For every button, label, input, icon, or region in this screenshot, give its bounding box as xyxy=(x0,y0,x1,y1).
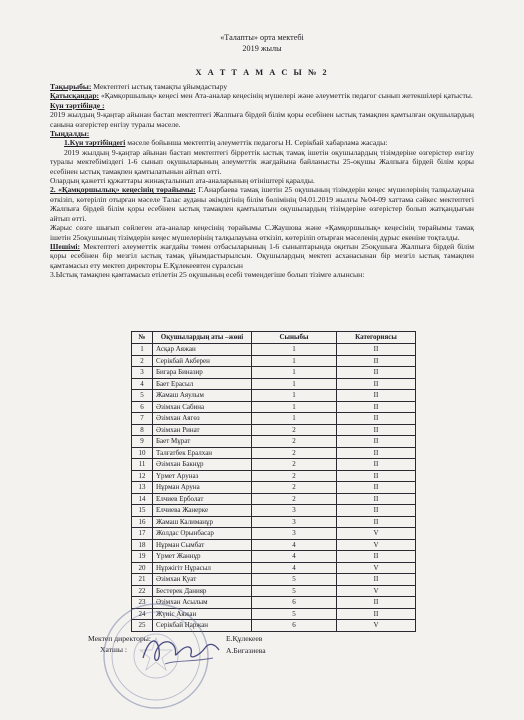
student-grade: 3 xyxy=(252,528,337,540)
student-grade: 3 xyxy=(252,516,337,528)
table-row xyxy=(132,344,416,356)
student-grade: 1 xyxy=(252,355,337,367)
student-category: II xyxy=(337,413,416,425)
handwritten-signature xyxy=(135,628,227,672)
student-table xyxy=(131,331,416,632)
student-grade: 4 xyxy=(252,539,337,551)
table-row xyxy=(132,459,416,471)
agenda-text: 2019 жылдың 9-қаңтар айынан бастап мектептегі Жалпыға бірдей білім қоры есебінен ыстық тамақпен қамтылған оқушылардың санына өзгерістер енгізу туралы мәселе. xyxy=(50,110,474,129)
row-number: 17 xyxy=(132,528,153,540)
table-row xyxy=(132,470,416,482)
section-1-head: 1.Күн тәртібіндегі xyxy=(64,138,126,148)
table-row xyxy=(132,401,416,413)
row-number: 9 xyxy=(132,436,153,448)
row-number: 18 xyxy=(132,539,153,551)
document-title: Х А Т Т А М А С Ы № 2 xyxy=(195,68,329,77)
row-number: 7 xyxy=(132,413,153,425)
student-name: Елчиева Жанерке xyxy=(153,505,252,517)
student-category: II xyxy=(337,355,416,367)
student-name: Бигара Биназир xyxy=(153,367,252,379)
student-name: Бестерек Данияр xyxy=(153,585,252,597)
table-row xyxy=(132,539,416,551)
section-1-line xyxy=(50,138,474,147)
row-number: 24 xyxy=(132,608,153,620)
row-number: 23 xyxy=(132,597,153,609)
participants-label: Қатысқандар: xyxy=(50,91,100,101)
secretary-label: Хатшы : xyxy=(100,645,127,654)
student-category: II xyxy=(337,482,416,494)
student-grade: 2 xyxy=(252,447,337,459)
table-row xyxy=(132,585,416,597)
student-category: V xyxy=(337,562,416,574)
student-category: II xyxy=(337,505,416,517)
student-name: Әзімхан Ринат xyxy=(153,424,252,436)
table-row xyxy=(132,574,416,586)
table-row xyxy=(132,413,416,425)
col-student-name: Оқушылардың аты –жөні xyxy=(153,332,252,344)
col-number: № xyxy=(132,332,153,344)
topic-text: Мектептегі ыстық тамақты ұйымдастыру xyxy=(91,82,228,91)
section-1-paragraph-3: Олардың қажетті құжаттары жинақталынып ата-аналарының өтініштері қаралды. xyxy=(50,176,315,186)
student-name: Әзімхан Бакнұр xyxy=(153,459,252,471)
student-name: Жамаш Калиманұр xyxy=(153,516,252,528)
student-grade: 2 xyxy=(252,493,337,505)
row-number: 1 xyxy=(132,344,153,356)
row-number: 8 xyxy=(132,424,153,436)
row-number: 19 xyxy=(132,551,153,563)
row-number: 21 xyxy=(132,574,153,586)
table-row xyxy=(132,390,416,402)
student-category: II xyxy=(337,459,416,471)
student-category: II xyxy=(337,493,416,505)
table-row xyxy=(132,378,416,390)
student-name: Әзімхан Қуат xyxy=(153,574,252,586)
row-number: 4 xyxy=(132,378,153,390)
student-grade: 1 xyxy=(252,378,337,390)
student-grade: 1 xyxy=(252,413,337,425)
student-grade: 1 xyxy=(252,401,337,413)
table-row xyxy=(132,482,416,494)
student-category: II xyxy=(337,436,416,448)
student-category: V xyxy=(337,585,416,597)
row-number: 12 xyxy=(132,470,153,482)
secretary-name: А.Бигазиева xyxy=(226,646,266,655)
student-grade: 6 xyxy=(252,597,337,609)
student-category: II xyxy=(337,516,416,528)
student-grade: 1 xyxy=(252,367,337,379)
student-name: Әзімхан Аягөз xyxy=(153,413,252,425)
decision-line xyxy=(50,242,474,270)
student-grade: 6 xyxy=(252,620,337,632)
table-row xyxy=(132,516,416,528)
agenda-heading xyxy=(50,101,474,110)
student-grade: 2 xyxy=(252,482,337,494)
row-number: 2 xyxy=(132,355,153,367)
table-row xyxy=(132,436,416,448)
student-grade: 2 xyxy=(252,436,337,448)
student-category: II xyxy=(337,424,416,436)
student-name: Нұрман Сымбат xyxy=(153,539,252,551)
decision-text: Мектептегі әлеуметтік жағдайы төмен отбасыларының 1-6 сыныптарында оқитын 25оқушыға Жалпыға бірдей білім қоры есебінен бір мезгіл ыстық тамақ ұйымдастырылсын. Оқушылардың мектеп асханасынан бір мезгіл ыстық тамақпен қамтамасыз ету мектеп директоры Е.Құлекеевтен сұралсын xyxy=(50,241,474,270)
student-name: Серікбай Наржан xyxy=(153,620,252,632)
student-name: Елчиев Ерболат xyxy=(153,493,252,505)
row-number: 16 xyxy=(132,516,153,528)
section-1-text: мәселе бойынша мектептің әлеуметтік педагогы Н. Серікбай хабарлама жасады: xyxy=(125,138,388,148)
director-name: Е.Құлекеев xyxy=(226,634,263,643)
student-grade: 2 xyxy=(252,459,337,471)
table-row xyxy=(132,367,416,379)
table-row xyxy=(132,562,416,574)
row-number: 5 xyxy=(132,390,153,402)
document-year: 2019 жылы xyxy=(242,44,282,53)
student-category: II xyxy=(337,574,416,586)
director-label: Мектеп директоры: xyxy=(88,634,151,643)
student-category: II xyxy=(337,344,416,356)
student-category: II xyxy=(337,608,416,620)
topic-label: Тақырыбы: xyxy=(50,82,92,91)
table-body xyxy=(132,344,416,632)
student-grade: 1 xyxy=(252,390,337,402)
student-grade: 3 xyxy=(252,505,337,517)
student-name: Серікбай Акберен xyxy=(153,355,252,367)
student-category: II xyxy=(337,401,416,413)
row-number: 15 xyxy=(132,505,153,517)
student-name: Үрмет Жаннұр xyxy=(153,551,252,563)
student-name: Бает Ерасыл xyxy=(153,378,252,390)
table-row xyxy=(132,505,416,517)
student-grade: 4 xyxy=(252,562,337,574)
row-number: 3 xyxy=(132,367,153,379)
row-number: 13 xyxy=(132,482,153,494)
section-1-paragraph-2: 2019 жылдың 9-қаңтар айынан бастап мектептегі бірреттік ыстық тамақ ішетін оқушылардың тізімдеріне өзгерістер енгізу туралы мектебіміздегі 1-6 сынып оқушыларының әлеуметтік жағдайына байланысты 25-оқушы Жалпыға бірдей білім қоры есебінен ыстық тамақпен қамтылатынын айтып өтті. xyxy=(50,147,474,176)
student-name: Нұржігіт Нұрасыл xyxy=(153,562,252,574)
student-name: Жамаш Аяулым xyxy=(153,390,252,402)
table-row xyxy=(132,355,416,367)
row-number: 10 xyxy=(132,447,153,459)
student-category: II xyxy=(337,367,416,379)
table-header-row xyxy=(132,332,416,344)
student-category: II xyxy=(337,390,416,402)
student-name: Нұрман Аруна xyxy=(153,482,252,494)
list-intro: 3.Ыстық тамақпен қамтамасыз етілетін 25 оқушының есебі төмендегіше болып тізімге алынсын: xyxy=(50,270,365,280)
row-number: 22 xyxy=(132,585,153,597)
topic-line xyxy=(50,82,474,91)
table-row xyxy=(132,447,416,459)
section-2-line xyxy=(50,185,474,223)
student-grade: 5 xyxy=(252,608,337,620)
student-grade: 5 xyxy=(252,585,337,597)
school-name: «Талапты» орта мектебі xyxy=(220,33,304,42)
row-number: 11 xyxy=(132,459,153,471)
student-grade: 2 xyxy=(252,424,337,436)
student-name: Әзімхан Сабина xyxy=(153,401,252,413)
heard-heading xyxy=(50,129,474,138)
section-2-paragraph-2: Жарыс сөзге шығып сөйлеген ата-аналар кеңесінің төрайымы С.Жаушова және «Қамқоршылық» кеңесінің төрайымы тамақ ішетін 25оқушының тізімдерін кеңес мүшелерінің талқылауына өткізіп, көтеріліп отырған мәселенің дұрыс екеніне тоқталды. xyxy=(50,223,474,242)
student-name: Асқар Аяжан xyxy=(153,344,252,356)
student-grade: 1 xyxy=(252,344,337,356)
col-category: Категориясы xyxy=(337,332,416,344)
heard-label: Тыңдалды: xyxy=(50,129,90,139)
student-category: V xyxy=(337,620,416,632)
student-category: II xyxy=(337,551,416,563)
student-category: V xyxy=(337,539,416,551)
student-category: II xyxy=(337,470,416,482)
participants-text: «Қамқоршылық» кеңесі мен Ата-аналар кеңесінің мүшелері және әлеуметтік педагог сынып жетекшілері қатысты. xyxy=(99,91,473,101)
section-2-head: 2. «Қамқоршылық» кеңесінің төрайымы: xyxy=(50,185,196,195)
student-category: V xyxy=(337,528,416,540)
table-row xyxy=(132,424,416,436)
student-name: Бает Мұрат xyxy=(153,436,252,448)
student-category: II xyxy=(337,447,416,459)
student-category: II xyxy=(337,597,416,609)
table-row xyxy=(132,493,416,505)
student-name: Әзімхан Асылым xyxy=(153,597,252,609)
student-name: Талғатбек Ералхан xyxy=(153,447,252,459)
row-number: 14 xyxy=(132,493,153,505)
student-grade: 4 xyxy=(252,551,337,563)
col-grade: Сыныбы xyxy=(252,332,337,344)
student-category: II xyxy=(337,378,416,390)
student-name: Жүніс Аяжан xyxy=(153,608,252,620)
row-number: 20 xyxy=(132,562,153,574)
student-name: Үрмет Аруназ xyxy=(153,470,252,482)
participants-line xyxy=(50,91,474,100)
row-number: 6 xyxy=(132,401,153,413)
table-row xyxy=(132,551,416,563)
protocol-body xyxy=(50,82,474,280)
student-grade: 2 xyxy=(252,470,337,482)
section-2-text: Г.Анарбаева тамақ ішетін 25 оқушының тізімдерін кеңес мүшелерінің талқылауына өткізіп, көтеріліп отырған мәселе Талас ауданы әкімдігінің білім бөлімінің 04.01.2019 жылғы №04-09 хаттама сәйкес мектептегі Жалпыға бірдей білім қоры есебінен ыстық тамақпен қамтылатын оқушылардың тізімдеріне өзгерістер болып жатқандығын айтып өтті. xyxy=(50,185,474,223)
agenda-label: Күн тәртібінде : xyxy=(50,100,105,110)
table-row xyxy=(132,528,416,540)
row-number: 25 xyxy=(132,620,153,632)
decision-label: Шешімі: xyxy=(50,241,81,251)
student-name: Жолдас Орынбасар xyxy=(153,528,252,540)
student-grade: 5 xyxy=(252,574,337,586)
